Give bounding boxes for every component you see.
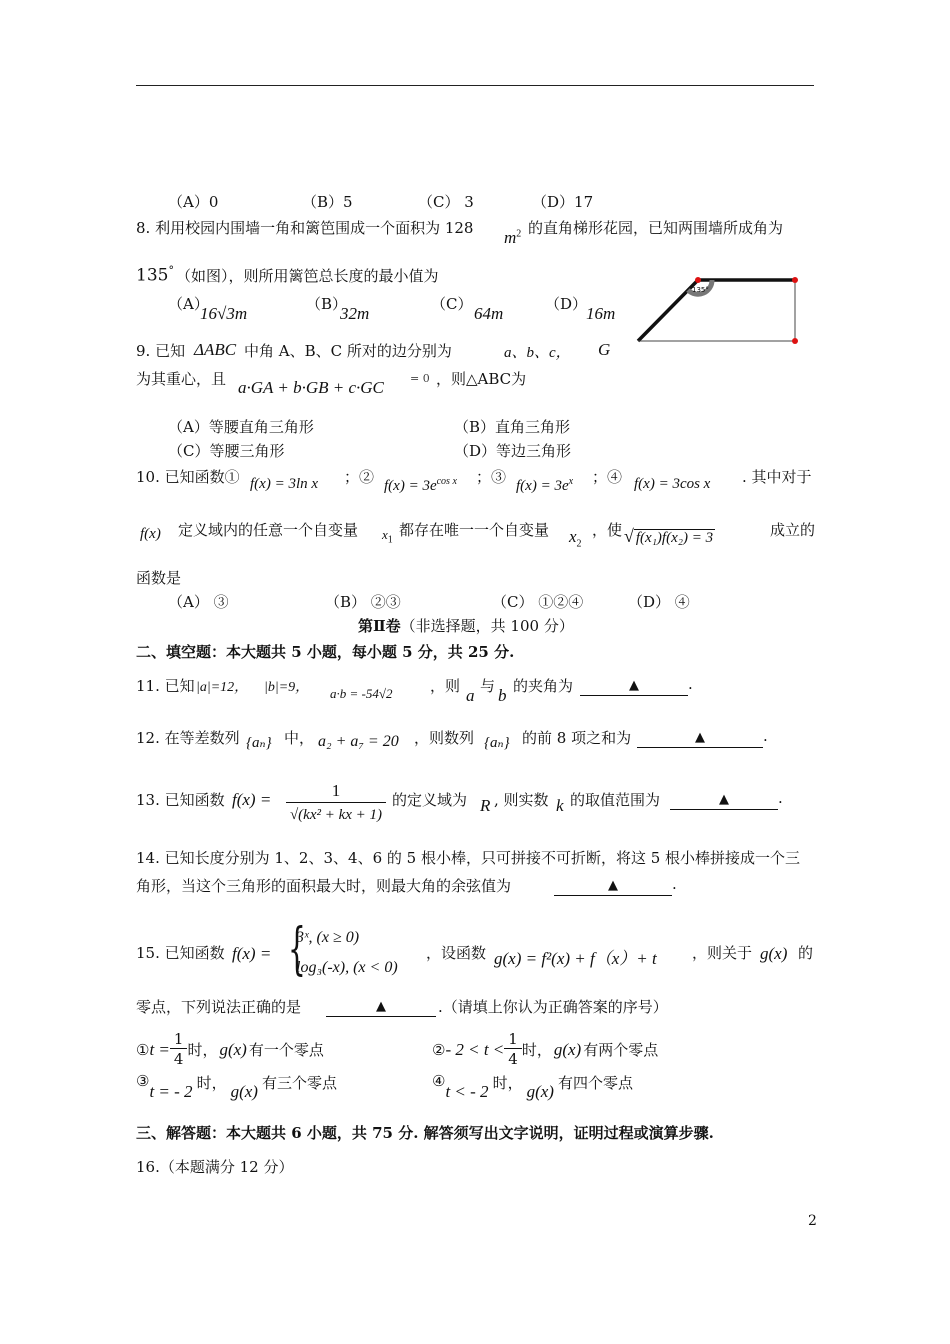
q13-answer-blank[interactable]: ▲ . [670,789,783,810]
q10-f3: $f(x) = 3e^x$ [516,476,574,494]
q13-suffix: 的取值范围为 [570,791,661,809]
q8-line2: （如图），则所用篱笆总长度的最小值为 [176,267,439,285]
q12-seq: {aₙ} [246,735,272,751]
section3-heading: 三、解答题：本大题共 6 小题，共 75 分. 解答须写出文字说明，证明过程或演算步骤. [136,1124,714,1142]
q12-mid2: ，则数列 [414,729,475,747]
q14-line2: 角形，当这个三角形的面积最大时，则最大角的余弦值为 [136,877,512,895]
q8-option-d-label: （D） [545,295,588,313]
q15-brace: { [288,917,306,982]
q8-option-c-label: （C） [431,295,473,313]
q10-option-b: （B） ②③ [325,593,401,611]
q12-seq2: {aₙ} [484,735,510,751]
q11-with: 与 [480,677,496,695]
q7-option-b: （B）5 [302,193,353,211]
q13-denominator: √(kx² + kx + 1) [289,807,383,823]
q11-prefix: 11. 已知 [136,677,195,695]
q11-cond3: a·b = -54√2 [330,686,393,701]
q12-cond: a₂ + a₇ = 20 [318,733,399,750]
vertex-dot [792,277,798,283]
q9-option-c: （C）等腰三角形 [168,442,285,460]
q11-answer-blank[interactable]: ▲ . [580,675,693,696]
q16-heading: 16.（本题满分 12 分） [136,1158,294,1176]
q10-option-d: （D） ④ [628,593,690,611]
q14-answer-blank[interactable]: ▲ . [554,875,677,896]
q10-option-a: （A） ③ [168,593,229,611]
q13-mid2: , 则实数 [494,791,549,809]
q15-fx: f(x) = [232,944,272,963]
q15-suffix: 的 [798,944,814,962]
q12-answer-blank[interactable]: ▲ . [637,727,768,748]
q13-fx: f(x) = [232,790,272,809]
q9-line2-a: 为其重心，且 [136,370,227,388]
q13-R: R [480,796,491,815]
q10-line2-b: 都存在唯一一个自变量 [399,521,550,539]
q9-zero: = 0 [410,372,430,385]
q15-mid2: ，则关于 [692,944,753,962]
q13-k: k [556,796,564,815]
q9-vector-eq: a·GA + b·GB + c·GC [238,378,384,397]
q9-line1-b: 中角 A、B、C 所对的边分别为 [244,342,452,360]
q15-line2-b: .（请填上你认为正确答案的序号） [438,998,668,1016]
q8-option-b: 32m [340,304,370,323]
q15-gx: g(x) = f²(x) + f（x）+ t [494,949,657,968]
q9-centroid: G [598,340,611,359]
section2-heading: 二、填空题：本大题共 5 小题，每小题 5 分，共 25 分. [136,643,515,661]
q15-mid: ，设函数 [426,944,487,962]
q10-line3: 函数是 [136,569,182,587]
q8-option-d: 16m [586,304,616,323]
q9-option-b: （B）直角三角形 [454,418,571,436]
angle-label: 135° [692,286,709,294]
q10-x2: $x_2$ [569,527,582,550]
q12-suffix: 的前 8 项之和为 [522,729,632,747]
q15-statement-1: ① t = $\frac{1}{4}$ 时， g(x) 有一个零点 [136,1030,324,1068]
part2-heading: 第Ⅱ卷（非选择题，共 100 分） [358,617,574,635]
q10-sep2: ；② [344,468,375,486]
q8-option-a: 16√3m [200,304,248,323]
q15-line2-a: 零点，下列说法正确的是 [136,998,302,1016]
q13-mid: 的定义域为 [392,791,468,809]
page-number: 2 [808,1213,817,1229]
q10-option-c: （C） ①②④ [492,593,584,611]
q15-s2-fraction: $\frac{1}{4}$ [504,1030,522,1069]
q10-fx: f(x) [140,526,161,542]
q13-fraction [286,780,386,827]
q13-numerator: 1 [286,780,386,803]
q7-option-a: （A）0 [168,193,219,211]
q15-prefix: 15. 已知函数 [136,944,225,962]
q14-line1: 14. 已知长度分别为 1、2、3、4、6 的 5 根小棒，只可拼接不可折断，将这 5 根小棒拼接成一个三 [136,849,801,867]
q12-prefix: 12. 在等差数列 [136,729,240,747]
header-rule [136,85,814,86]
q13-prefix: 13. 已知函数 [136,791,225,809]
q10-line1-a: 10. 已知函数① [136,468,240,486]
q11-suffix: 的夹角为 [513,677,574,695]
q10-condition: √ f(x₁)f(x₂) = 3 [624,526,714,546]
q8-option-a-label: （A） [168,295,209,313]
q12-mid1: 中， [284,729,315,747]
q8-angle: 135° [136,264,174,286]
q11-cond1: |a|=12， [196,680,249,695]
fence-lines [638,280,795,341]
q9-sides: a、b、c， [504,345,571,361]
q7-option-c: （C） 3 [418,193,474,211]
q10-line2-a: 定义域内的任意一个自变量 [178,521,359,539]
q8-option-b-label: （B） [306,295,348,313]
q10-f2: $f(x) = 3e^{cos x}$ [384,476,457,494]
q10-x1: $x_1$ [382,527,393,546]
q9-line1-a: 9. 已知 [136,342,186,360]
q7-option-d: （D）17 [532,193,594,211]
q10-sep4: ；④ [592,468,623,486]
q10-line2-d: 成立的 [770,521,816,539]
q11-vector-b: b [498,686,507,705]
vertex-dot [695,277,701,283]
q15-statement-4: ④ t < - 2 时， g(x) 有四个零点 [432,1072,633,1101]
q8-unit: $m^2$ [504,228,522,247]
q10-sep3: ；③ [476,468,507,486]
q15-gx2: g(x) [760,944,788,963]
q9-option-a: （A）等腰直角三角形 [168,418,314,436]
q11-cond2: |b|=9， [264,680,310,695]
q15-s1-fraction: $\frac{1}{4}$ [170,1030,188,1069]
q8-option-c: 64m [474,304,504,323]
q9-triangle: ΔABC [194,340,237,359]
q15-case1: 3ˣ, (x ≥ 0) [296,929,360,946]
q15-case2: log₃(-x), (x < 0) [296,959,398,976]
q8-line1-b: 的直角梯形花园，已知两围墙所成角为 [528,219,784,237]
q10-f1: f(x) = 3ln x [250,476,319,492]
wall-lines [638,280,795,341]
q10-f4: f(x) = 3cos x [634,476,711,492]
vertex-dot [792,338,798,344]
q9-option-d: （D）等边三角形 [454,442,572,460]
q15-statement-3: ③ t = - 2 时， g(x) 有三个零点 [136,1072,337,1101]
q11-mid: ，则 [430,677,461,695]
q8-line1-a: 8. 利用校园内围墙一角和篱笆围成一个面积为 128 [136,219,474,237]
q10-line2-c: ，使 [592,521,623,539]
q15-answer-blank[interactable]: ▲ [326,996,436,1017]
q11-vector-a: a [466,686,475,705]
q9-line2-b: ，则△ABC为 [436,370,527,388]
q15-statement-2: ② - 2 < t < $\frac{1}{4}$ 时， g(x) 有两个零点 [432,1030,659,1068]
q10-line1-b: . 其中对于 [742,468,812,486]
trapezoid-figure [630,268,810,352]
